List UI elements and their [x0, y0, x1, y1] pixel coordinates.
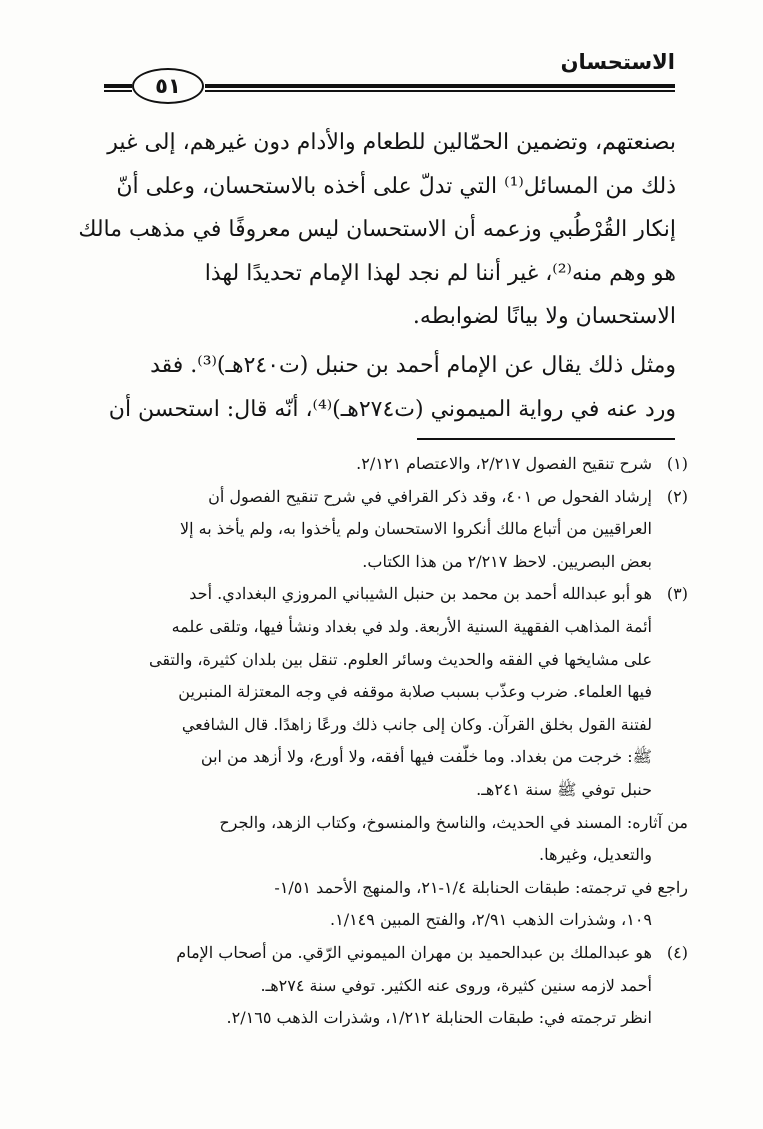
footnote-line: ﷺ: خرجت من بغداد. وما خلّفت فيها أفقه، ولا أورع، ولا أزهد من ابن [200, 747, 652, 767]
footnote-line: العراقيين من أتباع مالك أنكروا الاستحسان ولم يأخذوا به، ولم يأخذ به إلا [180, 519, 652, 539]
footnote-line: حنبل توفي ﷺ سنة ٢٤١هـ. [476, 779, 652, 799]
footnote-2 [100, 481, 688, 579]
footnote-divider [417, 438, 675, 440]
body-line: ورد عنه في رواية الميموني (ت٢٧٤هـ)⁽⁴⁾، أنّه قال: استحسن أن [108, 396, 676, 422]
footnote-line: بعض البصريين. لاحظ ٢/٢١٧ من هذا الكتاب. [362, 551, 652, 571]
footnote-extra-line: من آثاره: المسند في الحديث، والناسخ والمنسوخ، وكتاب الزهد، والجرح [219, 812, 688, 832]
header-rule-left-thin [104, 90, 132, 92]
footnote-extra-line: ١٠٩، وشذرات الذهب ٢/٩١، والفتح المبين ١/١٤٩. [330, 910, 652, 930]
footnote-line: انظر ترجمته في: طبقات الحنابلة ١/٢١٢، وشذرات الذهب ٢/١٦٥. [226, 1008, 652, 1028]
footnote-number: (٢) [666, 486, 688, 506]
footnote-number: (١) [666, 454, 688, 473]
footnote-line: هو عبدالملك بن عبدالحميد بن مهران الميموني الرّقي. من أصحاب الإمام [176, 942, 652, 962]
footnote-1 [100, 448, 688, 481]
footnote-line: شرح تنقيح الفصول ٢/٢١٧، والاعتصام ٢/١٢١. [356, 454, 652, 473]
footnote-3 [100, 578, 688, 806]
footnote-line: أئمة المذاهب الفقهية السنية الأربعة. ولد في بغداد ونشأ فيها، وتلقى علمه [171, 616, 652, 636]
footnote-line: على مشايخها في الفقه والحديث وسائر العلوم. تنقل بين بلدان كثيرة، والتقى [148, 649, 652, 669]
body-line: بصنعتهم، وتضمين الحمّالين للطعام والأدام دون غيرهم، إلى غير [107, 130, 676, 155]
running-title: الاستحسان [560, 50, 675, 74]
header-rule-left [104, 84, 132, 88]
header-rule-thin [205, 90, 675, 92]
footnote-extra-line: راجع في ترجمته: طبقات الحنابلة ١/٤-٢١، والمنهج الأحمد ١/٥١- [274, 877, 688, 897]
footnote-line: أحمد لازمه سنين كثيرة، وروى عنه الكثير. توفي سنة ٢٧٤هـ. [260, 975, 652, 995]
footnote-line: فيها العلماء. ضرب وعذّب بسبب صلابة موقفه في وجه المعتزلة المنبرين [178, 682, 652, 702]
header-rule-thick [205, 84, 675, 88]
body-line: ومثل ذلك يقال عن الإمام أحمد بن حنبل (ت٢٤٠هـ)⁽³⁾. فقد [150, 352, 676, 378]
footnotes [100, 448, 688, 1035]
body-line: إنكار القُرْطُبي وزعمه أن الاستحسان ليس معروفًا في مذهب مالك [78, 217, 676, 243]
page-number: ٥١ [132, 68, 204, 104]
footnote-number: (٤) [666, 942, 688, 962]
footnote-number: (٣) [666, 584, 688, 604]
body-line: الاستحسان ولا بيانًا لضوابطه. [412, 304, 676, 330]
footnote-extra-line: والتعديل، وغيرها. [539, 845, 652, 865]
body-line: هو وهم منه⁽²⁾، غير أننا لم نجد لهذا الإمام تحديدًا لهذا [204, 260, 676, 286]
body-line: ذلك من المسائل⁽¹⁾ التي تدلّ على أخذه بالاستحسان، وعلى أنّ [116, 173, 676, 199]
footnote-line: لفتنة القول بخلق القرآن. وكان إلى جانب ذلك ورعًا زاهدًا. قال الشافعي [181, 714, 652, 734]
footnote-line: هو أبو عبدالله أحمد بن محمد بن حنبل الشيباني المروزي البغدادي. أحد [189, 584, 652, 604]
footnote-line: إرشاد الفحول ص ٤٠١، وقد ذكر القرافي في شرح تنقيح الفصول أن [208, 486, 652, 506]
footnote-4 [100, 937, 688, 1035]
main-text [78, 121, 676, 431]
